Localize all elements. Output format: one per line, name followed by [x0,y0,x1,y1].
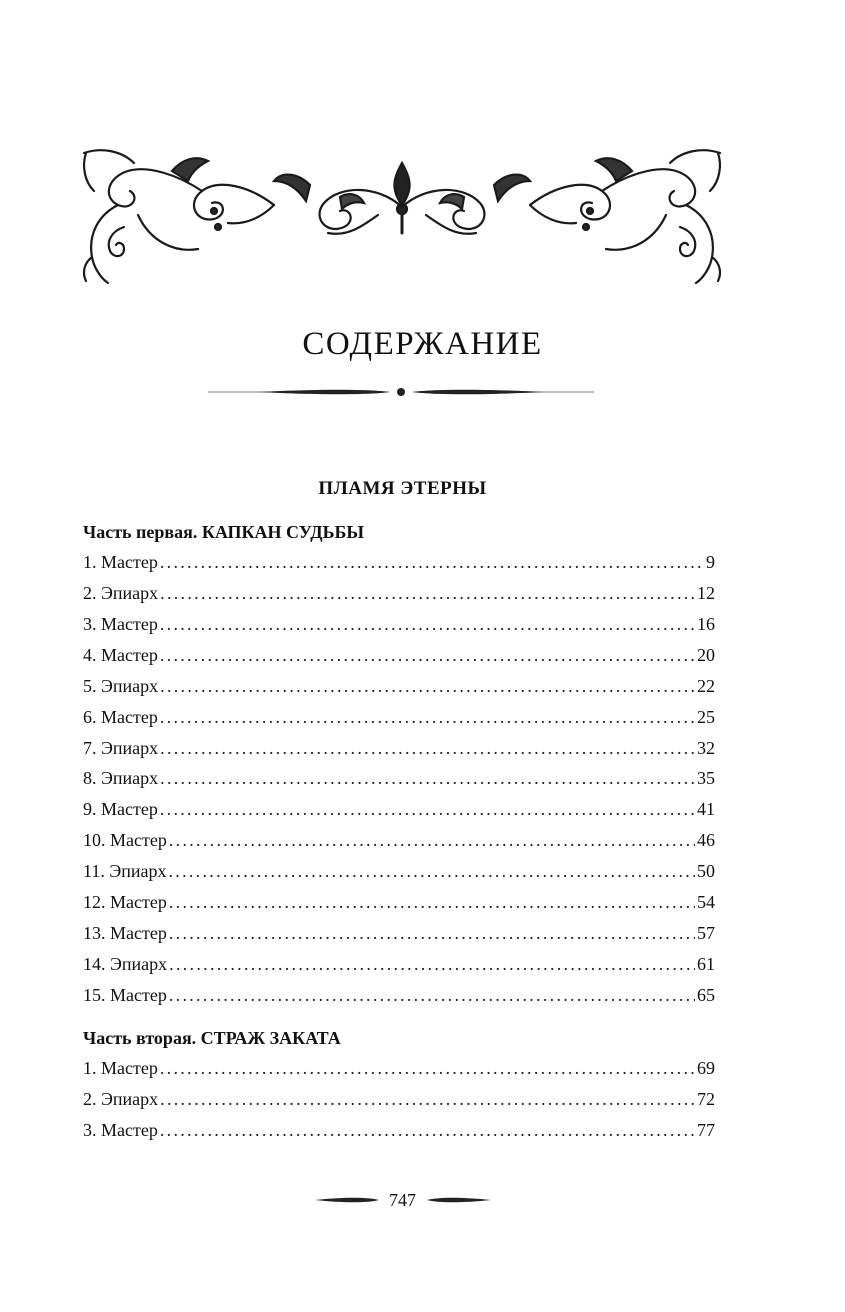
dot-leader [160,676,695,697]
dot-leader [169,830,695,851]
entry-label: 8. Эпиарх [83,768,159,788]
entry-label: 5. Эпиарх [83,676,159,696]
part-title: Часть первая. КАПКАН СУДЬБЫ [83,522,365,542]
toc-entry[interactable] [83,892,715,920]
entry-label: 10. Мастер [83,830,167,850]
entry-label: 9. Мастер [83,799,158,819]
toc-entry[interactable] [83,861,715,889]
dot-leader [169,985,695,1006]
entry-label: 3. Мастер [83,614,158,634]
ornament-header [78,145,726,290]
entry-label: 4. Мастер [83,645,158,665]
dot-leader [160,583,695,604]
entry-label: 2. Эпиарх [83,1089,159,1109]
book-title: ПЛАМЯ ЭТЕРНЫ [318,478,487,499]
dot-leader [168,861,695,882]
toc-entry[interactable] [83,552,715,580]
entry-label: 3. Мастер [83,1120,158,1140]
entry-page: 41 [697,799,715,819]
dot-leader [160,552,704,573]
dot-leader [160,1120,695,1141]
contents-heading: СОДЕРЖАНИЕ [302,326,543,362]
entry-page: 22 [697,676,715,696]
dot-leader [169,892,695,913]
entry-label: 15. Мастер [83,985,167,1005]
entry-label: 1. Мастер [83,1058,158,1078]
toc-entry[interactable] [83,676,715,704]
dot-leader [160,768,695,789]
toc-entry[interactable] [83,799,715,827]
entry-label: 2. Эпиарх [83,583,159,603]
entry-page: 54 [697,892,715,912]
dot-leader [160,614,695,635]
dot-leader [160,1058,695,1079]
entry-page: 20 [697,645,715,665]
heading-divider [208,384,594,400]
dot-leader [169,954,695,975]
entry-label: 6. Мастер [83,707,158,727]
entry-label: 13. Мастер [83,923,167,943]
dot-leader [169,923,695,944]
part-title: Часть вторая. СТРАЖ ЗАКАТА [83,1028,341,1048]
entry-page: 12 [697,583,715,603]
entry-page: 61 [697,954,715,974]
entry-page: 65 [697,985,715,1005]
entry-page: 50 [697,861,715,881]
dot-leader [160,645,695,666]
toc-entry[interactable] [83,645,715,673]
entry-page: 72 [697,1089,715,1109]
toc-entry[interactable] [83,738,715,766]
toc-entry[interactable] [83,614,715,642]
entry-page: 69 [697,1058,715,1078]
entry-page: 32 [697,738,715,758]
entry-page: 46 [697,830,715,850]
entry-page: 9 [706,552,715,572]
toc-entry[interactable] [83,830,715,858]
entry-label: 11. Эпиарх [83,861,167,881]
toc-entry[interactable] [83,1058,715,1086]
dot-leader [160,738,695,759]
entry-label: 7. Эпиарх [83,738,159,758]
entry-page: 57 [697,923,715,943]
dot-leader [160,1089,695,1110]
toc-entry[interactable] [83,1089,715,1117]
entry-page: 77 [697,1120,715,1140]
entry-page: 16 [697,614,715,634]
toc-entry[interactable] [83,985,715,1013]
entry-label: 1. Мастер [83,552,158,572]
toc-entry[interactable] [83,954,715,982]
entry-page: 35 [697,768,715,788]
entry-label: 12. Мастер [83,892,167,912]
toc-entry[interactable] [83,583,715,611]
dot-leader [160,707,695,728]
dot-leader [160,799,695,820]
toc-entry[interactable] [83,1120,715,1148]
entry-label: 14. Эпиарх [83,954,168,974]
entry-page: 25 [697,707,715,727]
toc-entry[interactable] [83,923,715,951]
toc-entry[interactable] [83,768,715,796]
toc-entry[interactable] [83,707,715,735]
page-number: 747 [389,1190,416,1210]
